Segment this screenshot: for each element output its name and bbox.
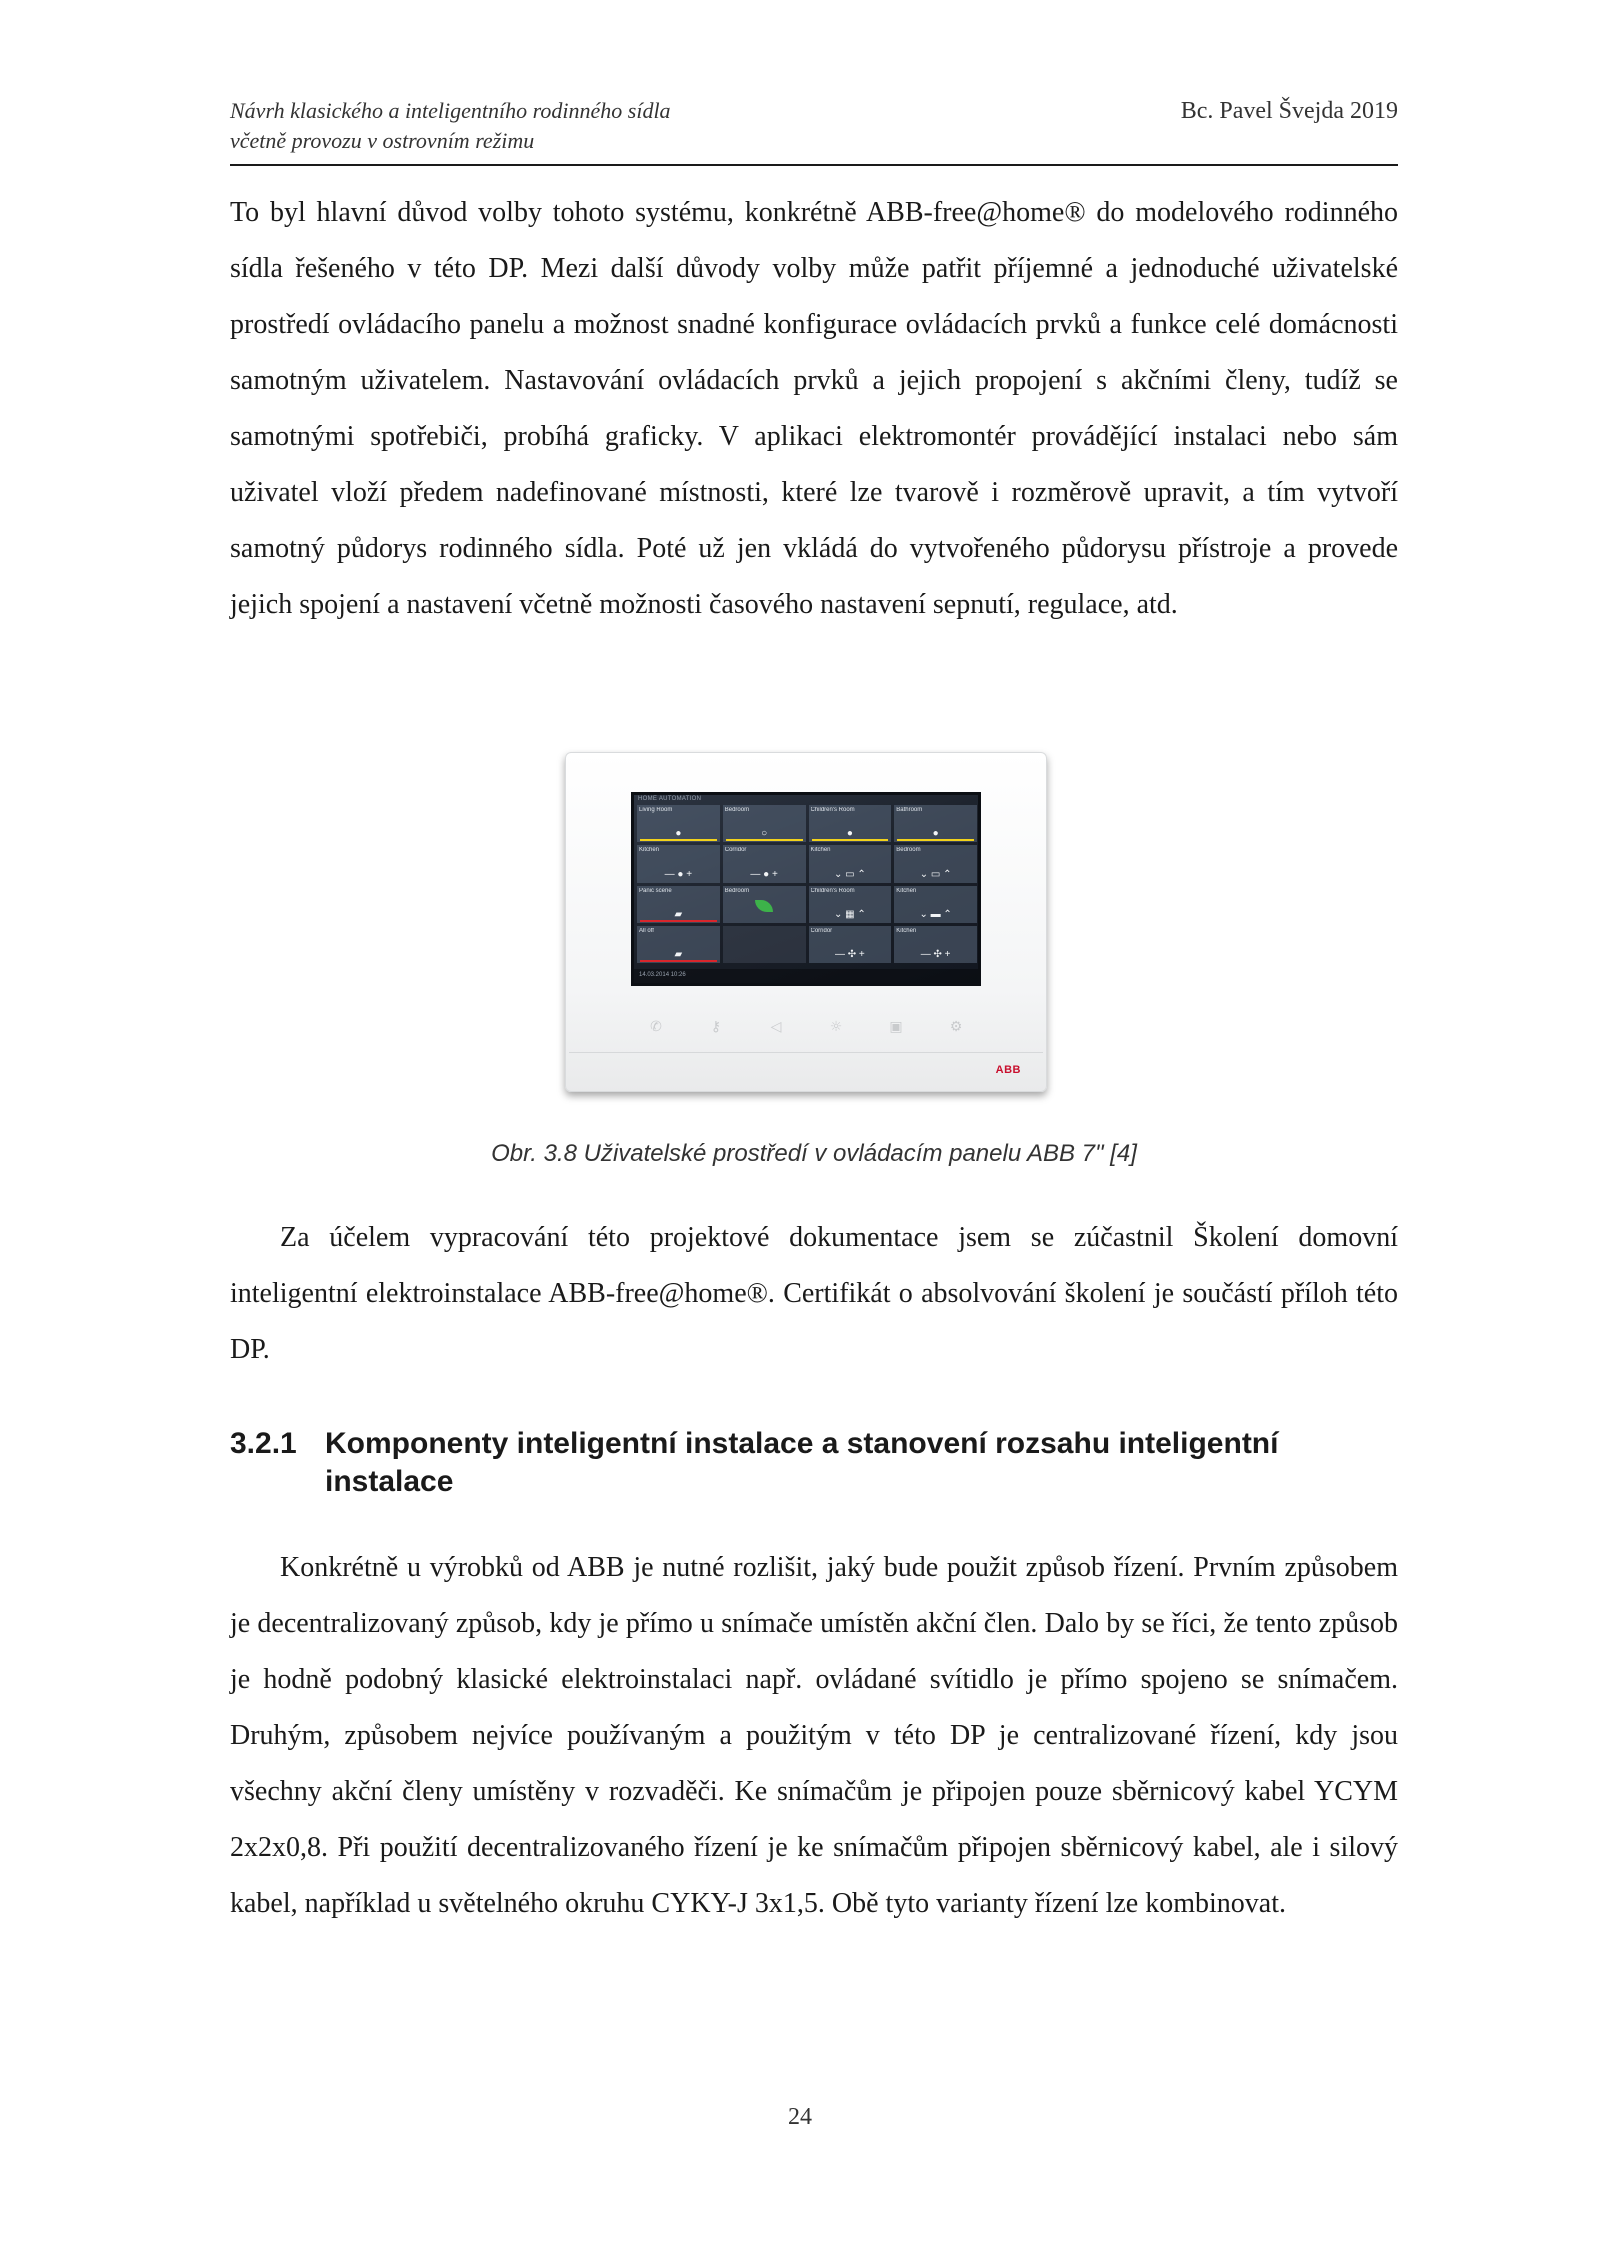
panel-tile[interactable] (723, 926, 806, 963)
tile-status-bar (640, 920, 717, 922)
panel-tile-label: Bedroom (896, 847, 921, 854)
blind-icon: ⌄ ▭ ⌃ (833, 868, 866, 880)
panel-tile[interactable] (894, 805, 977, 842)
figure-control-panel (565, 752, 1049, 1100)
panel-tile-label: Kitchen (810, 847, 831, 854)
phone-icon: ✆ (650, 1019, 662, 1035)
figure-caption: Obr. 3.8 Uživatelské prostředí v ovládacím panelu ABB 7" [4] (491, 1140, 1137, 1167)
panel-tile[interactable] (637, 926, 720, 963)
scene-icon: ▰ (674, 908, 683, 920)
panel-tile[interactable] (723, 805, 806, 842)
control-panel-device (565, 752, 1047, 1092)
panel-tile[interactable] (894, 886, 977, 923)
blind-icon: ⌄ ▦ ⌃ (833, 908, 866, 920)
section-number: 3.2.1 (230, 1427, 297, 1460)
page-number: 24 (788, 2104, 812, 2130)
fan-icon: — ✣ + (920, 949, 951, 960)
panel-tile-label: Corridor (810, 927, 833, 934)
panel-tile[interactable] (637, 845, 720, 882)
screen-statusbar: 14.03.2014 10:26 (634, 969, 978, 983)
panel-tile-label: Bedroom (724, 807, 750, 813)
panel-tile-label: Kitchen (896, 887, 917, 894)
paragraph-control-methods: Konkrétně u výrobků od ABB je nutné rozlišit, jaký bude použit způsob řízení. Prvním způsobem je decentralizovaný způsob, kdy je přímo u snímače umístěn akční člen. Dalo by se říci, že tento způsob je hodně podobný klasické elektroinstalaci např. ovládané svítidlo je přímo spojeno se snímačem. Druhým, způsobem nejvíce používaným a použitým v této DP je centralizované řízení, kdy jsou všechny akční členy umístěny v rozvaděči. Ke snímačům je připojen pouze sběrnicový kabel YCYM 2x2x0,8. Při použití decentralizovaného řízení je ke snímačům připojen sběrnicový kabel, ale i silový kabel, například u světelného okruhu CYKY-J 3x1,5. Obě tyto varianty řízení lze kombinovat. (230, 1552, 1398, 1919)
tile-status-bar (812, 839, 889, 841)
paragraph-intro: To byl hlavní důvod volby tohoto systému, konkrétně ABB-free@home® do modelového rodinného sídla řešeného v této DP. Mezi další důvody volby může patřit příjemné a jednoduché uživatelské prostředí ovládacího panelu a možnost snadné konfigurace ovládacích prvků a funkce celé domácnosti samotným uživatelem. Nastavování ovládacích prvků a jejich propojení s akčními členy, tudíž se samotnými spotřebiči, probíhá graficky. V aplikaci elektromontér provádějící instalaci nebo sám uživatel vloží předem nadefinované místnosti, které lze tvarově i rozměrově upravit, a tím vytvoří samotný půdorys rodinného sídla. Poté už jen vkládá do vytvořeného půdorysu přístroje a provede jejich spojení a nastavení včetně možnosti časového nastavení sepnutí, regulace, atd. (230, 197, 1398, 620)
panel-softkeys (645, 1016, 967, 1038)
panel-tile[interactable] (809, 926, 892, 963)
panel-tile[interactable] (723, 845, 806, 882)
leaf-icon (755, 900, 773, 912)
panel-tile-label: Bathroom (896, 807, 923, 813)
bulb-icon: ● (846, 828, 853, 840)
screen-title: HOME AUTOMATION (638, 796, 702, 802)
scene-icon: ▰ (674, 949, 683, 960)
blind-icon: ⌄ ▬ ⌃ (919, 908, 952, 920)
key-icon: ⚷ (710, 1019, 722, 1035)
light-icon: ☼ (829, 1019, 843, 1035)
tile-status-bar (897, 839, 974, 841)
panel-tile[interactable] (809, 805, 892, 842)
fan-icon: — ✣ + (834, 949, 865, 960)
panel-tile[interactable] (809, 886, 892, 923)
panel-tile[interactable] (894, 845, 977, 882)
panel-tile-label: Kitchen (896, 927, 917, 934)
header-title (230, 96, 671, 156)
panel-tile[interactable] (894, 926, 977, 963)
abb-logo: ABB (995, 1064, 1021, 1076)
bulb-icon: ○ (761, 828, 768, 840)
panel-tile-label: Children's Room (810, 887, 855, 894)
section-title: Komponenty inteligentní instalace a stanovení rozsahu inteligentní instalace (325, 1427, 1279, 1498)
settings-icon: ⚙ (949, 1019, 963, 1035)
tile-status-bar (726, 839, 803, 841)
header-title-line1: Návrh klasického a inteligentního rodinného sídla (230, 98, 671, 123)
dimmer-icon: — ● + (750, 868, 778, 880)
panel-tile[interactable] (809, 845, 892, 882)
paragraph-training: Za účelem vypracování této projektové dokumentace jsem se zúčastnil Školení domovní inteligentní elektroinstalace ABB-free@home®. Certifikát o absolvování školení je součástí příloh této DP. (230, 1222, 1398, 1365)
panel-tile[interactable] (637, 886, 720, 923)
panel-tile[interactable] (637, 805, 720, 842)
panel-tile-label: Corridor (724, 847, 747, 854)
panel-tile-label: Panic scene (639, 887, 672, 894)
panel-tile[interactable] (723, 886, 806, 923)
bulb-icon: ● (932, 828, 939, 840)
tile-grid (637, 805, 977, 963)
panel-tile-label: Bedroom (724, 887, 750, 894)
blind-icon: ⌄ ▭ ⌃ (919, 868, 952, 880)
tile-status-bar (640, 960, 717, 962)
bulb-icon: ● (675, 828, 682, 840)
device-divider (569, 1052, 1043, 1053)
page-header (230, 96, 1398, 166)
dimmer-icon: — ● + (664, 868, 693, 880)
header-title-line2: včetně provozu v ostrovním režimu (230, 128, 535, 153)
camera-icon: ▣ (889, 1019, 903, 1035)
header-author: Bc. Pavel Švejda 2019 (1180, 98, 1398, 124)
panel-tile-label: Kitchen (639, 847, 660, 854)
tile-status-bar (640, 839, 717, 841)
panel-screen (631, 792, 981, 986)
panel-tile-label: Children's Room (810, 807, 855, 813)
mute-icon: ◁ (770, 1019, 782, 1035)
panel-tile-label: All off (639, 927, 654, 934)
panel-tile-label: Living Room (639, 807, 673, 813)
